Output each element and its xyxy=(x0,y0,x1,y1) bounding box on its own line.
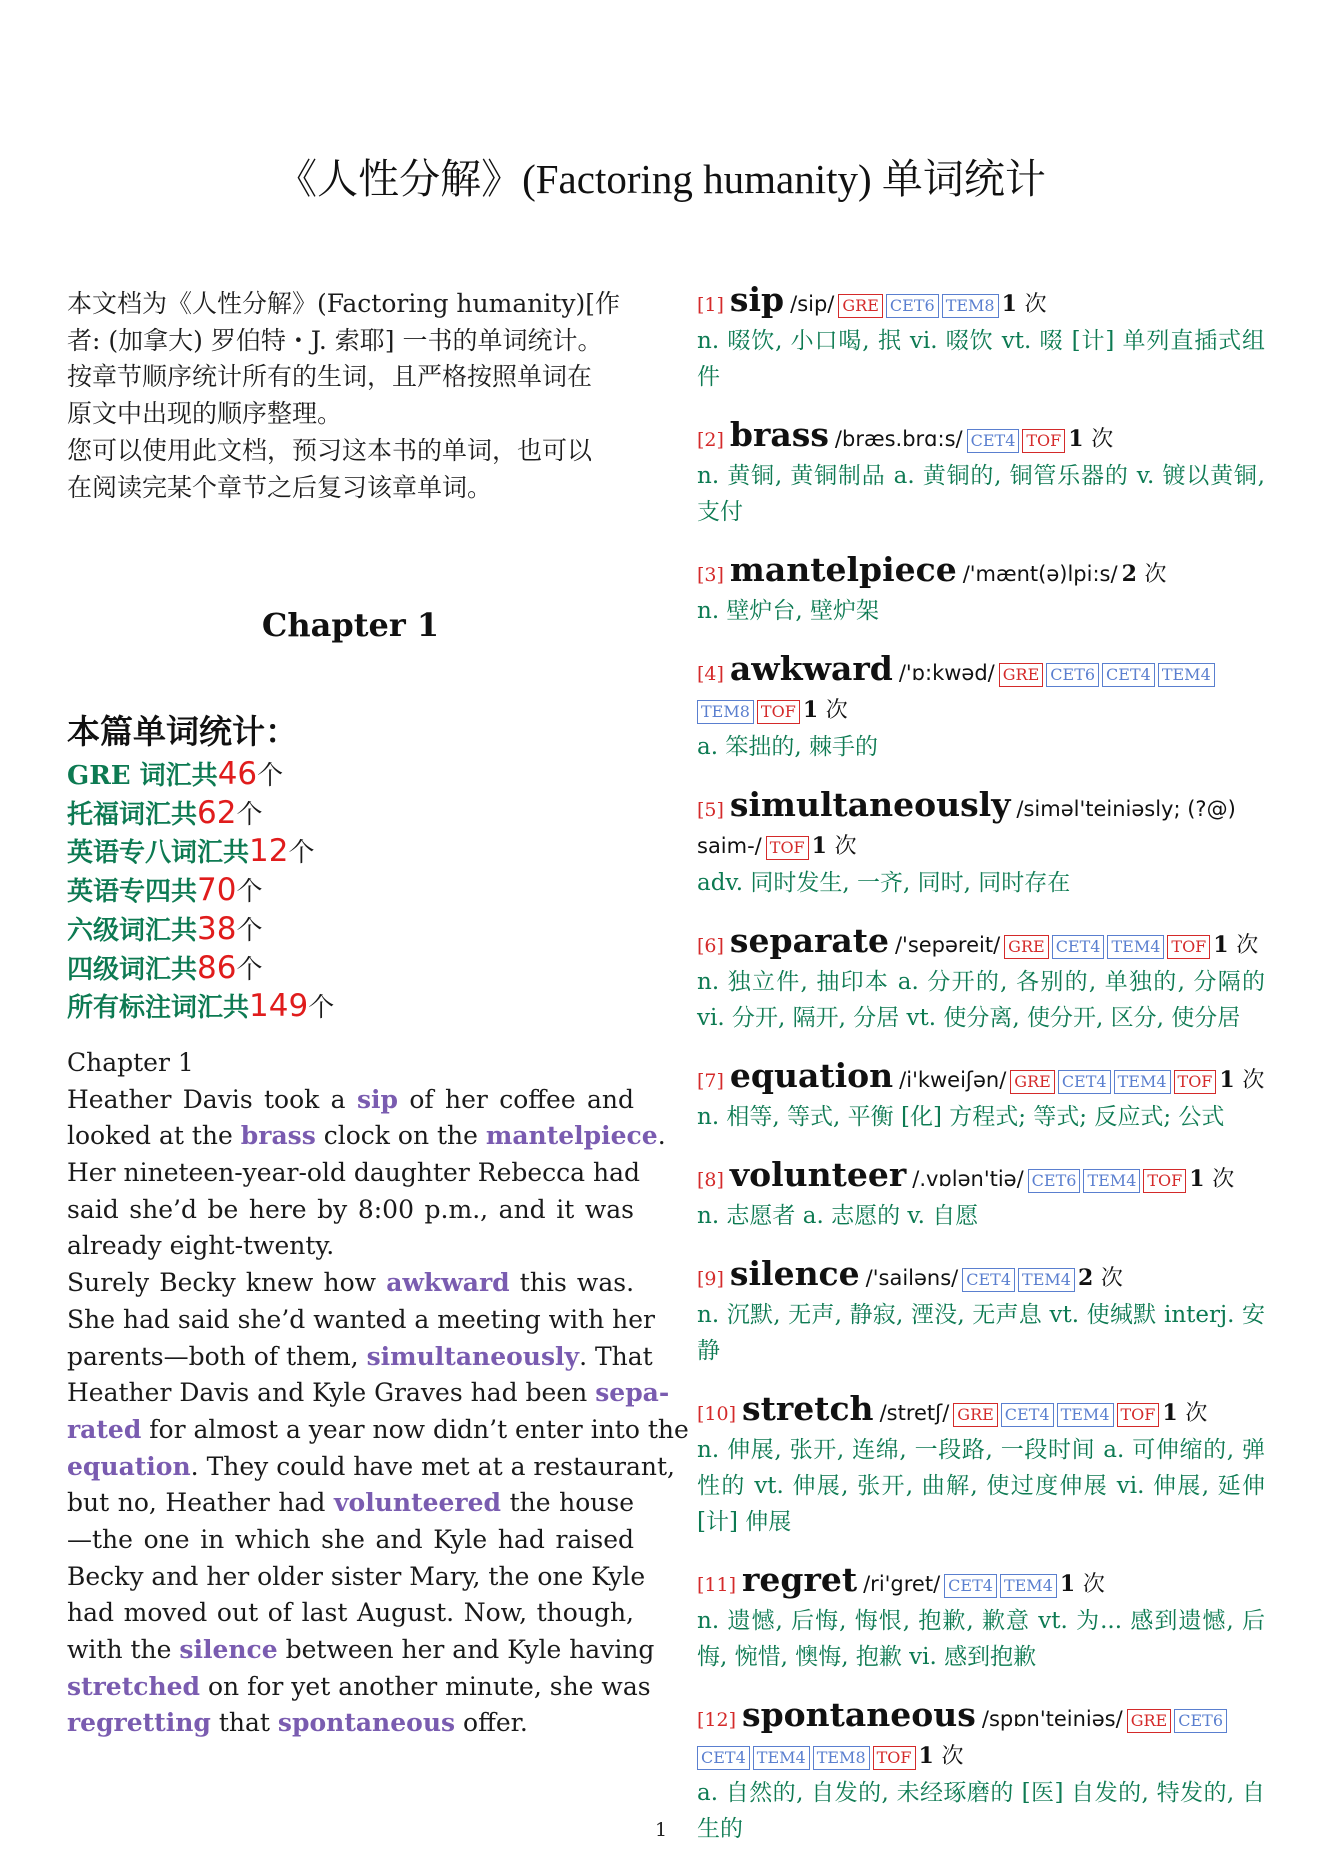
page-number: 1 xyxy=(654,1819,668,1841)
stat-label: GRE 词汇共 xyxy=(67,761,218,791)
exam-tag: TEM4 xyxy=(1158,663,1215,687)
entry-definition: n. 独立件, 抽印本 a. 分开的, 各别的, 单独的, 分隔的 vi. 分开, 隔开, 分居 vt. 使分离, 使分开, 区分, 使分居 xyxy=(697,969,1265,1031)
exam-tag: CET4 xyxy=(1001,1403,1054,1427)
entry-count: 1 次 xyxy=(1219,1067,1265,1093)
highlighted-word[interactable]: mantelpiece xyxy=(485,1121,658,1151)
entry-pronunciation: /bræs.brɑ:s/ xyxy=(834,427,963,451)
chapter-heading: Chapter 1 xyxy=(261,606,440,644)
passage-line: rated for almost a year now didn’t enter into the xyxy=(67,1414,689,1444)
exam-tag: TOF xyxy=(1167,935,1210,959)
exam-tag: CET6 xyxy=(1174,1709,1227,1733)
entry-word[interactable]: awkward xyxy=(729,649,893,688)
entry-index: [3] xyxy=(697,564,724,586)
vocab-entry xyxy=(697,1391,1265,1540)
entry-count: 1 次 xyxy=(1189,1166,1235,1192)
entry-definition: n. 啜饮, 小口喝, 抿 vi. 啜饮 vt. 啜 [计] 单列直插式组件 xyxy=(697,328,1265,390)
stat-label: 托福词汇共 xyxy=(67,799,198,830)
entry-count: 1 次 xyxy=(1068,426,1114,452)
entry-definition: n. 志愿者 a. 志愿的 v. 自愿 xyxy=(697,1203,979,1229)
entry-pronunciation: /'sepəreit/ xyxy=(894,933,1001,957)
highlighted-word[interactable]: simultaneously xyxy=(366,1341,580,1371)
passage-line: had moved out of last August. Now, though, xyxy=(67,1598,634,1628)
entry-count: 2 次 xyxy=(1121,561,1167,587)
passage-line: already eight-twenty. xyxy=(67,1231,335,1261)
passage-line: regretting that spontaneous offer. xyxy=(67,1708,528,1738)
exam-tag: TOF xyxy=(873,1746,916,1770)
entry-index: [12] xyxy=(697,1709,737,1731)
passage-line: stretched on for yet another minute, she was xyxy=(67,1671,651,1701)
highlighted-word[interactable]: stretched xyxy=(67,1671,201,1701)
entry-word[interactable]: separate xyxy=(729,921,889,960)
entry-head xyxy=(697,1157,1265,1198)
stat-unit: 个 xyxy=(257,761,284,791)
vocab-entry xyxy=(697,651,1265,765)
entry-pronunciation: /.vɒlən'tiə/ xyxy=(912,1167,1024,1191)
entry-definition: n. 壁炉台, 壁炉架 xyxy=(697,598,880,624)
exam-tag: CET4 xyxy=(1102,663,1155,687)
stat-unit: 个 xyxy=(308,993,335,1024)
entry-count: 1 次 xyxy=(802,697,848,723)
stat-count: 86 xyxy=(197,949,237,986)
entry-head xyxy=(697,1697,1265,1775)
exam-tag: TEM4 xyxy=(753,1746,810,1770)
entry-pronunciation: /stretʃ/ xyxy=(879,1401,950,1425)
entry-definition: a. 自然的, 自发的, 未经琢磨的 [医] 自发的, 特发的, 自生的 xyxy=(697,1780,1265,1842)
stat-line xyxy=(67,833,634,872)
vocab-entry xyxy=(697,787,1265,901)
exam-tag: TEM8 xyxy=(813,1746,870,1770)
entry-pronunciation: /'ɒ:kwəd/ xyxy=(898,661,995,685)
entry-count: 1 次 xyxy=(1001,291,1047,317)
exam-tag: CET4 xyxy=(944,1574,997,1598)
entry-word[interactable]: silence xyxy=(729,1254,860,1293)
entry-index: [1] xyxy=(697,294,724,316)
entry-word[interactable]: simultaneously xyxy=(729,785,1011,824)
entry-pronunciation: /siməl'teiniəsly; (?@) saim-/ xyxy=(697,797,1236,858)
entry-pronunciation: /sip/ xyxy=(790,292,835,316)
passage-line: Heather Davis took a sip of her coffee and xyxy=(67,1084,634,1114)
stat-label: 所有标注词汇共 xyxy=(67,993,250,1024)
exam-tag: GRE xyxy=(1004,935,1049,959)
entry-head xyxy=(697,1256,1265,1297)
entry-index: [11] xyxy=(697,1574,737,1596)
entry-count: 1 次 xyxy=(918,1743,964,1769)
highlighted-word[interactable]: equation xyxy=(67,1451,191,1481)
stat-label: 英语专八词汇共 xyxy=(67,838,250,869)
vocab-entry xyxy=(697,282,1265,395)
exam-tag: TOF xyxy=(1117,1403,1160,1427)
stat-line xyxy=(67,756,634,795)
stat-line xyxy=(67,872,634,911)
highlighted-word[interactable]: awkward xyxy=(386,1268,510,1298)
passage-line: Surely Becky knew how awkward this was. xyxy=(67,1268,635,1298)
entry-count: 1 次 xyxy=(1059,1571,1105,1597)
stat-unit: 个 xyxy=(236,915,263,946)
exam-tag: CET6 xyxy=(1046,663,1099,687)
exam-tag: CET4 xyxy=(1058,1070,1111,1094)
exam-tag: TEM8 xyxy=(697,700,754,724)
document-title: 《人性分解》(Factoring humanity) 单词统计 xyxy=(276,156,1046,202)
passage-line: She had said she’d wanted a meeting with her xyxy=(67,1304,656,1334)
highlighted-word[interactable]: silence xyxy=(179,1635,278,1665)
stat-count: 149 xyxy=(249,988,309,1025)
stat-count: 70 xyxy=(197,872,237,909)
entry-head xyxy=(697,1058,1265,1099)
entry-index: [9] xyxy=(697,1268,724,1290)
stat-line xyxy=(67,795,634,834)
exam-tag: CET6 xyxy=(1028,1169,1081,1193)
exam-tag: GRE xyxy=(953,1403,998,1427)
exam-tag: CET4 xyxy=(1052,935,1105,959)
entry-count: 1 次 xyxy=(811,833,857,859)
passage-line: parents—both of them, simultaneously. That xyxy=(67,1341,653,1371)
stat-count: 12 xyxy=(249,833,289,870)
entry-head xyxy=(697,417,1265,458)
vocab-entry xyxy=(697,1157,1265,1234)
entry-definition: n. 相等, 等式, 平衡 [化] 方程式; 等式; 反应式; 公式 xyxy=(697,1104,1225,1130)
exam-tag: TOF xyxy=(1143,1169,1186,1193)
exam-tag: TOF xyxy=(1022,429,1065,453)
entry-definition: n. 伸展, 张开, 连绵, 一段路, 一段时间 a. 可伸缩的, 弹性的 vt. 伸展, 张开, 曲解, 使过度伸展 vi. 伸展, 延伸 [计] 伸展 xyxy=(697,1437,1265,1535)
passage-line: but no, Heather had volunteered the house xyxy=(67,1488,634,1518)
stat-count: 62 xyxy=(197,794,237,831)
entry-head xyxy=(697,1391,1265,1432)
word-stats xyxy=(67,708,634,1027)
stat-label: 英语专四共 xyxy=(67,877,198,908)
vocab-entry xyxy=(697,1058,1265,1135)
vocab-entry xyxy=(697,1562,1265,1675)
stat-count: 38 xyxy=(197,910,237,947)
stat-unit: 个 xyxy=(236,877,263,908)
intro-paragraph xyxy=(67,286,634,506)
exam-tag: TEM4 xyxy=(1018,1268,1075,1292)
exam-tag: TEM4 xyxy=(1107,935,1164,959)
entry-definition: n. 遗憾, 后悔, 悔恨, 抱歉, 歉意 vt. 为... 感到遗憾, 后悔, 惋惜, 懊悔, 抱歉 vi. 感到抱歉 xyxy=(697,1608,1265,1670)
vocab-entry xyxy=(697,923,1265,1036)
stat-unit: 个 xyxy=(288,838,315,869)
stat-label: 六级词汇共 xyxy=(67,915,198,946)
stat-line xyxy=(67,911,634,950)
entry-index: [5] xyxy=(697,799,724,821)
entry-head xyxy=(697,1562,1265,1603)
vocab-entry xyxy=(697,1256,1265,1369)
exam-tag: CET4 xyxy=(962,1268,1015,1292)
exam-tag: TEM4 xyxy=(1057,1403,1114,1427)
exam-tag: CET4 xyxy=(967,429,1020,453)
stat-unit: 个 xyxy=(236,799,263,830)
intro-line: 原文中出现的顺序整理。 xyxy=(67,399,343,429)
stat-line xyxy=(67,950,634,989)
stat-count: 46 xyxy=(217,756,258,792)
exam-tag: GRE xyxy=(999,663,1044,687)
intro-line: 在阅读完某个章节之后复习该章单词。 xyxy=(67,472,493,502)
entry-definition: n. 黄铜, 黄铜制品 a. 黄铜的, 铜管乐器的 v. 镀以黄铜, 支付 xyxy=(697,463,1265,525)
reading-passage xyxy=(67,1045,689,1742)
entry-word[interactable]: regret xyxy=(742,1560,858,1599)
entry-word[interactable]: spontaneous xyxy=(742,1695,976,1734)
passage-line: equation. They could have met at a restaurant, xyxy=(67,1451,675,1481)
exam-tag: TOF xyxy=(1174,1070,1217,1094)
entry-word[interactable]: stretch xyxy=(742,1389,874,1428)
stat-label: 四级词汇共 xyxy=(67,954,198,985)
exam-tag: TEM8 xyxy=(942,294,999,318)
entry-word[interactable]: volunteer xyxy=(729,1155,907,1194)
entry-index: [6] xyxy=(697,935,724,957)
entry-pronunciation: /'sailəns/ xyxy=(865,1266,959,1290)
vocab-entry xyxy=(697,552,1265,629)
highlighted-word[interactable]: rated xyxy=(67,1414,142,1444)
entry-count: 2 次 xyxy=(1077,1265,1123,1291)
entry-word[interactable]: mantelpiece xyxy=(729,550,957,589)
vocabulary-list xyxy=(697,282,1265,1869)
entry-pronunciation: /ri'gret/ xyxy=(863,1572,941,1596)
passage-line: said she’d be here by 8:00 p.m., and it was xyxy=(67,1194,634,1224)
passage-line: looked at the brass clock on the mantelpiece. xyxy=(67,1121,666,1151)
entry-head xyxy=(697,787,1265,865)
entry-word[interactable]: brass xyxy=(729,415,829,454)
entry-definition: a. 笨拙的, 棘手的 xyxy=(697,734,878,760)
highlighted-word[interactable]: sepa- xyxy=(595,1378,670,1408)
entry-head xyxy=(697,552,1265,593)
passage-line: Heather Davis and Kyle Graves had been sepa- xyxy=(67,1378,670,1408)
vocab-entry xyxy=(697,417,1265,530)
exam-tag: TOF xyxy=(766,836,809,860)
exam-tag: CET4 xyxy=(697,1746,750,1770)
entry-index: [7] xyxy=(697,1070,724,1092)
intro-line: 您可以使用此文档，预习这本书的单词，也可以 xyxy=(67,435,593,465)
stats-title: 本篇单词统计： xyxy=(67,712,298,751)
intro-line: 按章节顺序统计所有的生词，且严格按照单词在 xyxy=(67,362,593,392)
intro-line: 本文档为《人性分解》(Factoring humanity)[作 xyxy=(67,289,620,318)
stat-line xyxy=(67,988,634,1027)
highlighted-word[interactable]: brass xyxy=(240,1121,316,1151)
entry-head xyxy=(697,282,1265,323)
passage-line: —the one in which she and Kyle had raised xyxy=(67,1524,634,1554)
exam-tag: TOF xyxy=(757,700,800,724)
entry-definition: n. 沉默, 无声, 静寂, 湮没, 无声息 vt. 使缄默 interj. 安静 xyxy=(697,1302,1265,1364)
exam-tag: GRE xyxy=(1127,1709,1172,1733)
exam-tag: GRE xyxy=(1010,1070,1055,1094)
entry-index: [4] xyxy=(697,663,724,685)
highlighted-word[interactable]: spontaneous xyxy=(277,1708,456,1738)
entry-head xyxy=(697,651,1265,729)
entry-count: 1 次 xyxy=(1213,932,1259,958)
entry-word[interactable]: sip xyxy=(729,280,785,319)
entry-index: [8] xyxy=(697,1169,724,1191)
entry-pronunciation: /spɒn'teiniəs/ xyxy=(981,1707,1123,1731)
exam-tag: GRE xyxy=(838,294,883,318)
passage-line: Becky and her older sister Mary, the one Kyle xyxy=(67,1561,646,1591)
entry-definition: adv. 同时发生, 一齐, 同时, 同时存在 xyxy=(697,870,1071,896)
highlighted-word[interactable]: sip xyxy=(356,1084,398,1114)
entry-index: [10] xyxy=(697,1403,737,1425)
entry-count: 1 次 xyxy=(1162,1400,1208,1426)
intro-line: 者: (加拿大) 罗伯特・J. 索耶] 一书的单词统计。 xyxy=(67,325,603,355)
entry-head xyxy=(697,923,1265,964)
stat-unit: 个 xyxy=(236,954,263,985)
passage-line: Her nineteen-year-old daughter Rebecca had xyxy=(67,1158,641,1188)
exam-tag: TEM4 xyxy=(1000,1574,1057,1598)
entry-index: [2] xyxy=(697,429,724,451)
highlighted-word[interactable]: regretting xyxy=(67,1708,211,1738)
reading-chapter-label: Chapter 1 xyxy=(67,1048,194,1077)
entry-word[interactable]: equation xyxy=(729,1056,894,1095)
entry-pronunciation: /i'kweiʃən/ xyxy=(899,1068,1007,1092)
exam-tag: TEM4 xyxy=(1114,1070,1171,1094)
highlighted-word[interactable]: volunteered xyxy=(334,1488,501,1518)
exam-tag: CET6 xyxy=(886,294,939,318)
entry-pronunciation: /'mænt(ə)lpi:s/ xyxy=(962,562,1118,586)
exam-tag: TEM4 xyxy=(1083,1169,1140,1193)
passage-line: with the silence between her and Kyle having xyxy=(67,1635,655,1665)
